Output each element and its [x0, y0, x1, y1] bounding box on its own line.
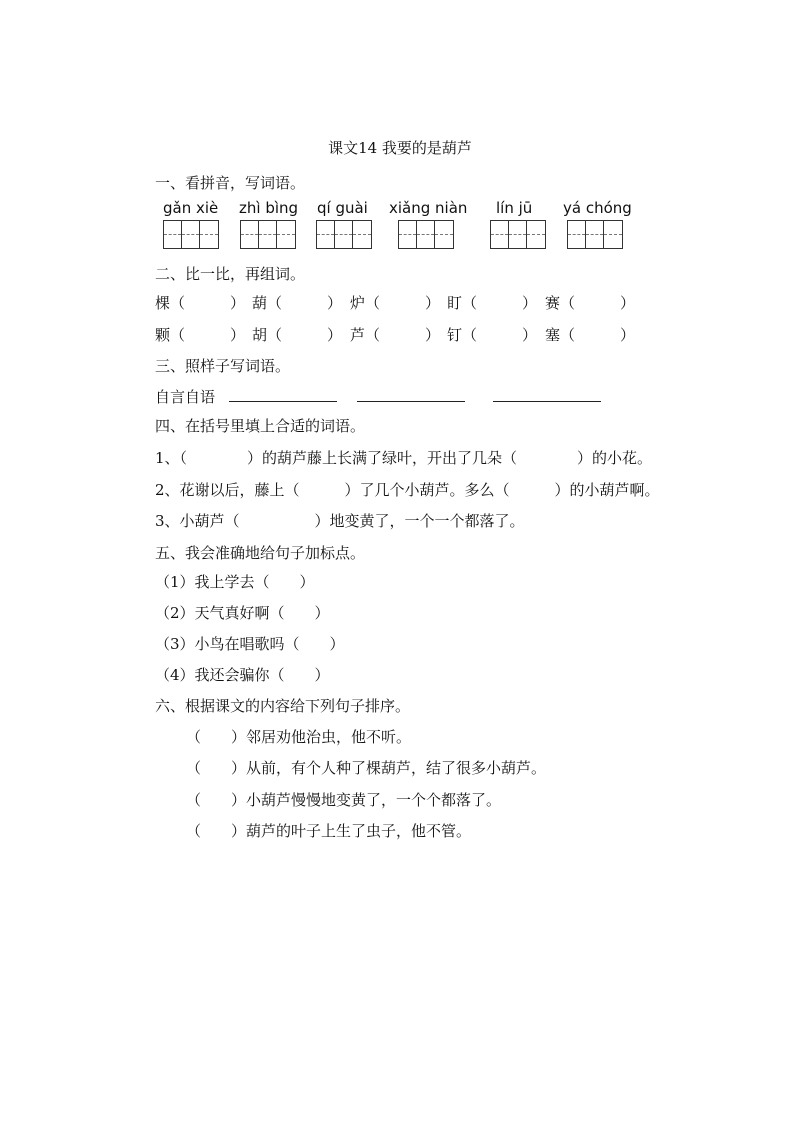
ordering-item: （ ）从前，有个人种了棵葫芦，结了很多小葫芦。 — [186, 759, 547, 777]
punctuation-item: （4）我还会骗你（ ） — [155, 666, 330, 684]
fill-blank-sentence: 3、小葫芦（ ）地变黄了，一个一个都落了。 — [155, 512, 525, 530]
writing-grid[interactable] — [398, 220, 454, 249]
fill-blank-sentence: 1、（ ）的葫芦藤上长满了绿叶，开出了几朵（ ）的小花。 — [155, 449, 653, 467]
writing-grid[interactable] — [240, 220, 296, 249]
ordering-item: （ ）葫芦的叶子上生了虫子，他不管。 — [186, 822, 472, 840]
pinyin-label: qí guài — [317, 199, 368, 217]
writing-grid[interactable] — [567, 220, 623, 249]
pinyin-label: lín jū — [496, 199, 533, 217]
answer-line[interactable] — [357, 401, 465, 402]
section1-heading: 一、看拼音，写词语。 — [155, 174, 306, 192]
fill-blank-sentence: 2、花谢以后，藤上（ ）了几个小葫芦。多么（ ）的小葫芦啊。 — [155, 481, 660, 499]
example-word: 自言自语 — [155, 388, 216, 406]
word-pair-item: 炉（ ） — [350, 294, 441, 312]
word-pair-item: 盯（ ） — [447, 294, 538, 312]
ordering-item: （ ）小葫芦慢慢地变黄了，一个个都落了。 — [186, 791, 502, 809]
writing-grid[interactable] — [163, 220, 219, 249]
pinyin-label: xiǎng niàn — [389, 199, 468, 217]
section3-heading: 三、照样子写词语。 — [155, 357, 291, 375]
pinyin-label: zhì bìng — [239, 199, 299, 217]
section5-heading: 五、我会准确地给句子加标点。 — [155, 544, 366, 562]
word-pair-item: 棵（ ） — [155, 294, 246, 312]
word-pair-item: 钉（ ） — [447, 326, 538, 344]
punctuation-item: （2）天气真好啊（ ） — [155, 604, 330, 622]
word-pair-item: 葫（ ） — [252, 294, 343, 312]
punctuation-item: （1）我上学去（ ） — [155, 573, 315, 591]
answer-line[interactable] — [493, 401, 601, 402]
page-title: 课文14 我要的是葫芦 — [328, 139, 472, 157]
pinyin-label: yá chóng — [563, 199, 632, 217]
answer-line[interactable] — [229, 401, 337, 402]
writing-grid[interactable] — [316, 220, 372, 249]
ordering-item: （ ）邻居劝他治虫，他不听。 — [186, 728, 412, 746]
word-pair-item: 胡（ ） — [252, 326, 343, 344]
punctuation-item: （3）小鸟在唱歌吗（ ） — [155, 635, 345, 653]
pinyin-label: gǎn xiè — [163, 199, 219, 217]
section6-heading: 六、根据课文的内容给下列句子排序。 — [155, 697, 411, 715]
word-pair-item: 颗（ ） — [155, 326, 246, 344]
word-pair-item: 塞（ ） — [545, 326, 636, 344]
word-pair-item: 赛（ ） — [545, 294, 636, 312]
section2-heading: 二、比一比，再组词。 — [155, 265, 306, 283]
word-pair-item: 芦（ ） — [350, 326, 441, 344]
section4-heading: 四、在括号里填上合适的词语。 — [155, 417, 366, 435]
writing-grid[interactable] — [490, 220, 546, 249]
